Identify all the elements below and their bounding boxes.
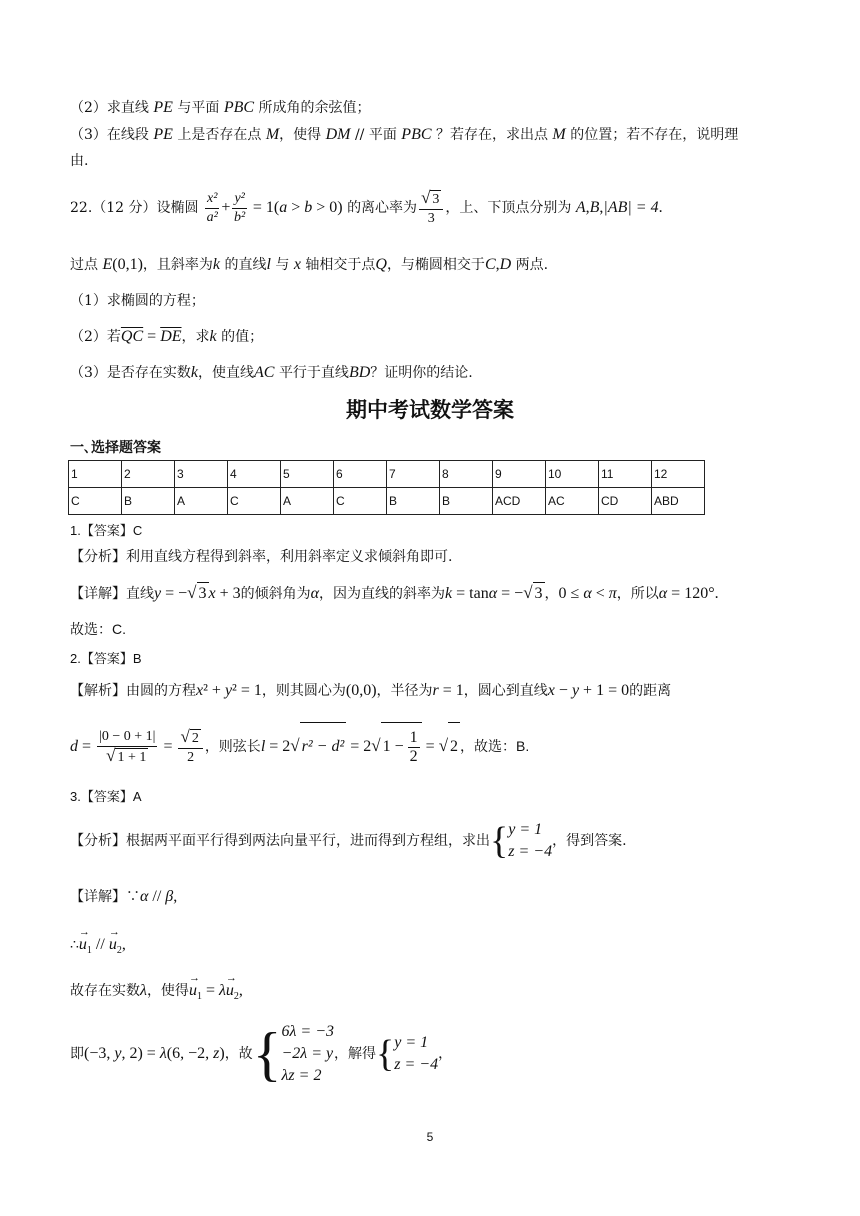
- a3-analysis: 【分析】根据两平面平行得到两法向量平行，进而得到方程组，求出{ y = 1 z = −4 ，得到答案.: [70, 820, 627, 862]
- q21-part2: （2）求直线 PE 与平面 PBC 所成角的余弦值；: [70, 99, 371, 116]
- q21-part3-cont: 由.: [70, 153, 89, 169]
- a3-head: 3.【答案】A: [70, 789, 142, 804]
- a3-detail: 【详解】∵α // β,: [70, 888, 178, 905]
- page-number: 5: [426, 1130, 434, 1144]
- q22-sub3: （3）是否存在实数k，使直线AC 平行于直线BD？证明你的结论.: [70, 364, 473, 381]
- answer-title: 期中考试数学答案: [346, 398, 514, 422]
- table-cell: 12: [652, 461, 705, 488]
- table-cell: 4: [228, 461, 281, 488]
- table-cell: A: [281, 488, 334, 515]
- table-cell: AC: [546, 488, 599, 515]
- table-cell: ABD: [652, 488, 705, 515]
- a2-head: 2.【答案】B: [70, 651, 142, 666]
- table-row: [69, 461, 705, 488]
- q22-sub2: （2）若$\overline{QC} = \overline{DE}$，求k 的值；: [70, 328, 264, 345]
- a1-analysis: 【分析】利用直线方程得到斜率，利用斜率定义求倾斜角即可.: [70, 549, 453, 565]
- table-cell: A: [175, 488, 228, 515]
- a1-choose: 故选：C.: [70, 621, 126, 637]
- table-cell: 9: [493, 461, 546, 488]
- a1-head: 1.【答案】C: [70, 523, 143, 538]
- table-cell: 8: [440, 461, 493, 488]
- table-row: [69, 488, 705, 515]
- table-cell: 5: [281, 461, 334, 488]
- table-cell: 3: [175, 461, 228, 488]
- table-cell: 10: [546, 461, 599, 488]
- table-cell: CD: [599, 488, 652, 515]
- q22-sub1: （1）求椭圆的方程；: [70, 293, 205, 309]
- answer-table: [68, 460, 705, 515]
- table-cell: 7: [387, 461, 440, 488]
- q21-part3: （3）在线段 PE 上是否存在点 M，使得 DM // 平面 PBC ？若存在，求出点 M 的位置；若不存在，说明理: [70, 126, 739, 143]
- table-cell: ACD: [493, 488, 546, 515]
- table-cell: B: [387, 488, 440, 515]
- table-cell: 2: [122, 461, 175, 488]
- a3-line3: 故存在实数λ，使得→ $u_1 = \lambda\to u_2$,: [70, 980, 800, 1008]
- a3-line4: 即(−3, y, 2) = λ(6, −2, z)，故{ 6λ = −3 −2λ = y λz = 2 ，解得{ y = 1 z = −4 ，: [70, 1021, 453, 1087]
- table-cell: B: [440, 488, 493, 515]
- table-cell: C: [69, 488, 122, 515]
- a2-line1: 【解析】由圆的方程x² + y² = 1，则其圆心为(0,0)，半径为r = 1，圆心到直线x − y + 1 = 0的距离: [70, 682, 672, 699]
- table-cell: 11: [599, 461, 652, 488]
- q22-stem: 22.（12 分）设椭圆 $\frac{\text{x²}}{\text{a²}}$ + $\frac{\text{y²}}{\text{b²}}$ = 1(a > b > 0) 的离心率为 $\frac{√ 3}{3}$ ，上、下顶点分别为 A,B,|AB| = 4.: [70, 187, 663, 226]
- table-cell: 6: [334, 461, 387, 488]
- table-cell: B: [122, 488, 175, 515]
- a3-line2: ∴→ $u_1$ // → $u_2$,: [70, 934, 800, 962]
- q22-line2: 过点 E(0,1)，且斜率为k 的直线l 与 x 轴相交于点Q，与椭圆相交于C,D 两点.: [70, 256, 549, 273]
- section-heading: 一､选择题答案: [70, 440, 161, 456]
- a2-line2: d = $\frac{|0 - 0 + 1|}{√ 1 + 1}$ = $\frac{√ 2}{2}$ ，则弦长l = 2√ r² − d² = 2√ 1 − $\frac{1}{2}$ = √ 2 ，故选：B.: [70, 722, 800, 771]
- table-cell: C: [334, 488, 387, 515]
- table-cell: 1: [69, 461, 122, 488]
- a1-detail: 【详解】直线y = −√ 3 x + 3的倾斜角为α，因为直线的斜率为k = tanα = −√ 3 ，0 ≤ α < π，所以α = 120°.: [70, 582, 800, 605]
- table-cell: C: [228, 488, 281, 515]
